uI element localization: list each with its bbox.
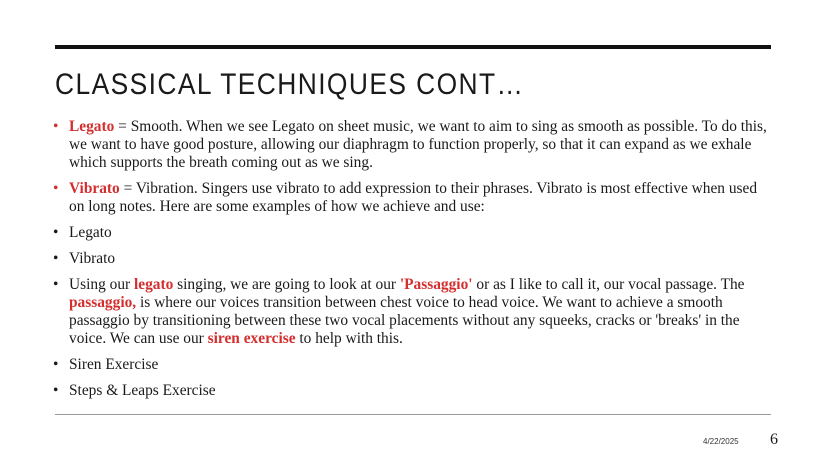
term-passaggio-quoted: 'Passaggio': [399, 276, 473, 293]
bullet-list: [53, 118, 773, 408]
bullet-dot-icon: •: [53, 180, 59, 197]
bullet-dot-icon: •: [53, 382, 59, 399]
legato-link-text[interactable]: Legato: [69, 224, 112, 241]
footer-rule: [55, 414, 771, 415]
passaggio-text-5: to help with this.: [295, 330, 403, 347]
steps-leaps-text[interactable]: Steps & Leaps Exercise: [69, 382, 216, 399]
passaggio-text-2: singing, we are going to look at our: [173, 276, 400, 293]
bullet-vibrato-link: [53, 250, 773, 268]
title-top-rule: [55, 45, 771, 49]
slide-date: 4/22/2025: [703, 437, 739, 446]
passaggio-text-1: Using our: [69, 276, 134, 293]
siren-exercise-text[interactable]: Siren Exercise: [69, 356, 159, 373]
bullet-vibrato-definition: [53, 180, 773, 216]
bullet-dot-icon: •: [53, 250, 59, 267]
term-legato-inline: legato: [133, 276, 174, 293]
bullet-legato-definition: [53, 118, 773, 172]
slide-page-number: 6: [770, 431, 778, 448]
bullet-dot-icon: •: [53, 276, 59, 293]
passaggio-text-4: is where our voices transition between chest voice to head voice. We want to achieve a smooth passaggio by transitioning between these two vocal placements without any squeeks, cracks or 'breaks' in the voice. We can use our: [69, 294, 740, 347]
term-siren-exercise: siren exercise: [207, 330, 296, 347]
vibrato-definition-text: = Vibration. Singers use vibrato to add expression to their phrases. Vibrato is most effective when used on long notes. Here are some examples of how we achieve and use:: [69, 180, 758, 215]
bullet-dot-icon: •: [53, 118, 59, 135]
vibrato-link-text[interactable]: Vibrato: [69, 250, 116, 267]
bullet-passaggio: [53, 276, 773, 348]
slide-title: CLASSICAL TECHNIQUES CONT…: [55, 68, 525, 101]
term-legato: Legato: [69, 118, 115, 135]
term-passaggio: passaggio,: [69, 294, 137, 311]
term-vibrato: Vibrato: [69, 180, 120, 197]
bullet-steps-leaps: [53, 382, 773, 400]
bullet-dot-icon: •: [53, 356, 59, 373]
bullet-legato-link: [53, 224, 773, 242]
legato-definition-text: = Smooth. When we see Legato on sheet music, we want to aim to sing as smooth as possible. To do this, we want to have good posture, allowing our diaphragm to function properly, so that it can expand as we exhale which supports the breath coming out as we sing.: [69, 118, 767, 171]
bullet-siren-exercise: [53, 356, 773, 374]
passaggio-text-3: or as I like to call it, our vocal passage. The: [472, 276, 745, 293]
bullet-dot-icon: •: [53, 224, 59, 241]
